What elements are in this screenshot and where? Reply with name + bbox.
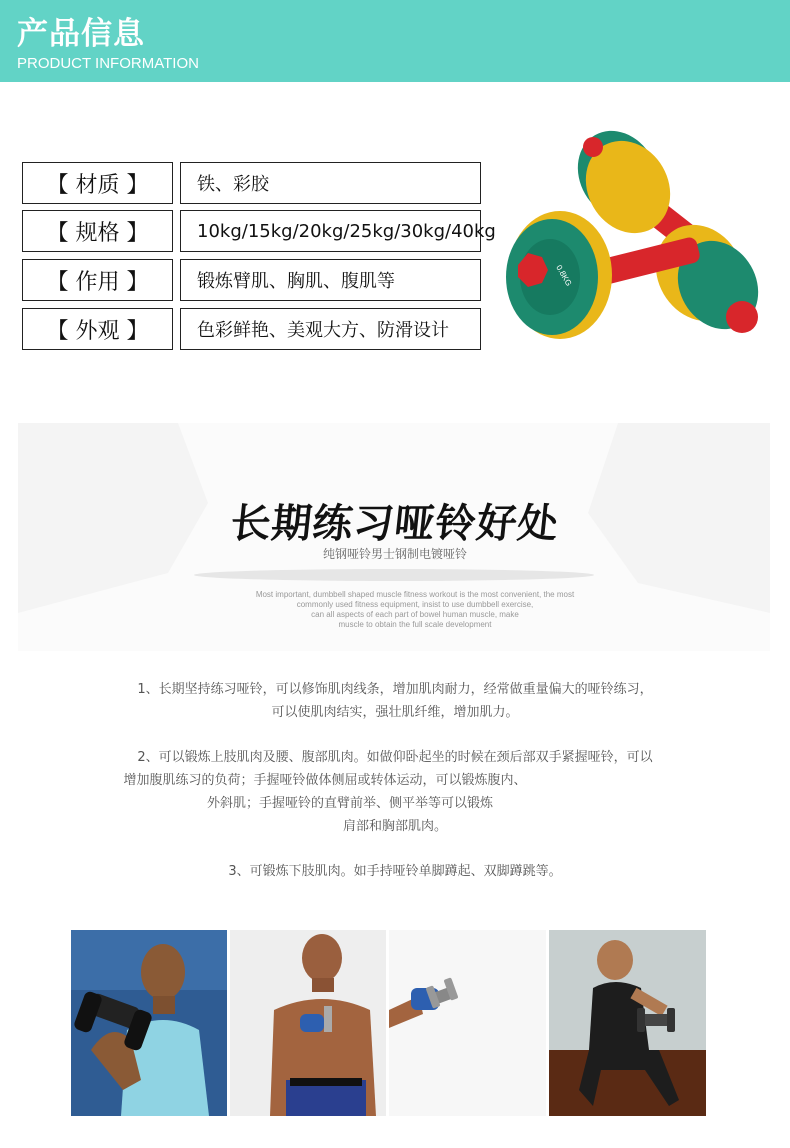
english-line: commonly used fitness equipment, insist to use dumbbell exercise,	[296, 600, 534, 609]
man-seated-curl-photo	[549, 930, 706, 1116]
spec-key: 【 外观 】	[22, 308, 173, 350]
benefit-line: 可以使肌肉结实，强壮肌纤维，增加肌力。	[271, 705, 519, 720]
spec-row-size	[22, 210, 496, 254]
spec-row-function	[22, 259, 482, 303]
english-line: Most important, dumbbell shaped muscle fitness workout is the most convenient, the most	[255, 590, 575, 599]
muscular-man-dumbbells-photo	[230, 930, 386, 1116]
spec-value: 10kg/15kg/20kg/25kg/30kg/40kg	[180, 210, 481, 252]
benefit-line: 2、可以锻炼上肢肌肉及腰、腹部肌肉。如做仰卧起坐的时候在颈后部双手紧握哑铃，可以	[137, 750, 653, 765]
spec-value: 铁、彩胶	[180, 162, 481, 204]
banner-english-text	[210, 590, 620, 630]
section-title: 产品信息	[17, 16, 145, 52]
banner-title: 长期练习哑铃好处	[228, 501, 562, 547]
man-tank-top-dumbbell-photo	[71, 930, 227, 1116]
arm-holding-dumbbell-photo	[389, 930, 546, 1116]
benefit-line: 增加腹肌练习的负荷；手握哑铃做体侧屈或转体运动，可以锻炼腹内、	[123, 773, 527, 788]
benefit-line: 肩部和胸部肌肉。	[342, 819, 447, 834]
spec-key: 【 作用 】	[22, 259, 173, 301]
benefit-3	[0, 860, 790, 883]
benefit-line: 外斜肌；手握哑铃的直臂前举、侧平举等可以锻炼	[206, 796, 493, 811]
english-line: can all aspects of each part of bowel human muscle, make	[311, 610, 519, 619]
benefit-line: 3、可锻炼下肢肌肉。如手持哑铃单脚蹲起、双脚蹲跳等。	[228, 864, 562, 879]
spec-value: 色彩鲜艳、美观大方、防滑设计	[180, 308, 481, 350]
dumbbell-product-image	[500, 125, 780, 355]
english-line: muscle to obtain the full scale development	[338, 620, 492, 629]
section-subtitle: PRODUCT INFORMATION	[17, 55, 199, 72]
spec-key: 【 规格 】	[22, 210, 173, 252]
plate-label: 0.8KG	[554, 263, 574, 288]
section-header	[0, 0, 790, 82]
benefit-2	[0, 746, 790, 838]
benefit-1	[0, 678, 790, 724]
banner-subtitle: 纯钢哑铃男士钢制电镀哑铃	[322, 547, 467, 561]
benefit-line: 1、长期坚持练习哑铃，可以修饰肌肉线条，增加肌肉耐力，经常做重量偏大的哑铃练习，	[137, 682, 653, 697]
spec-value: 锻炼臂肌、胸肌、腹肌等	[180, 259, 481, 301]
spec-key: 【 材质 】	[22, 162, 173, 204]
spec-row-appearance	[22, 308, 482, 352]
spec-row-material	[22, 162, 482, 206]
